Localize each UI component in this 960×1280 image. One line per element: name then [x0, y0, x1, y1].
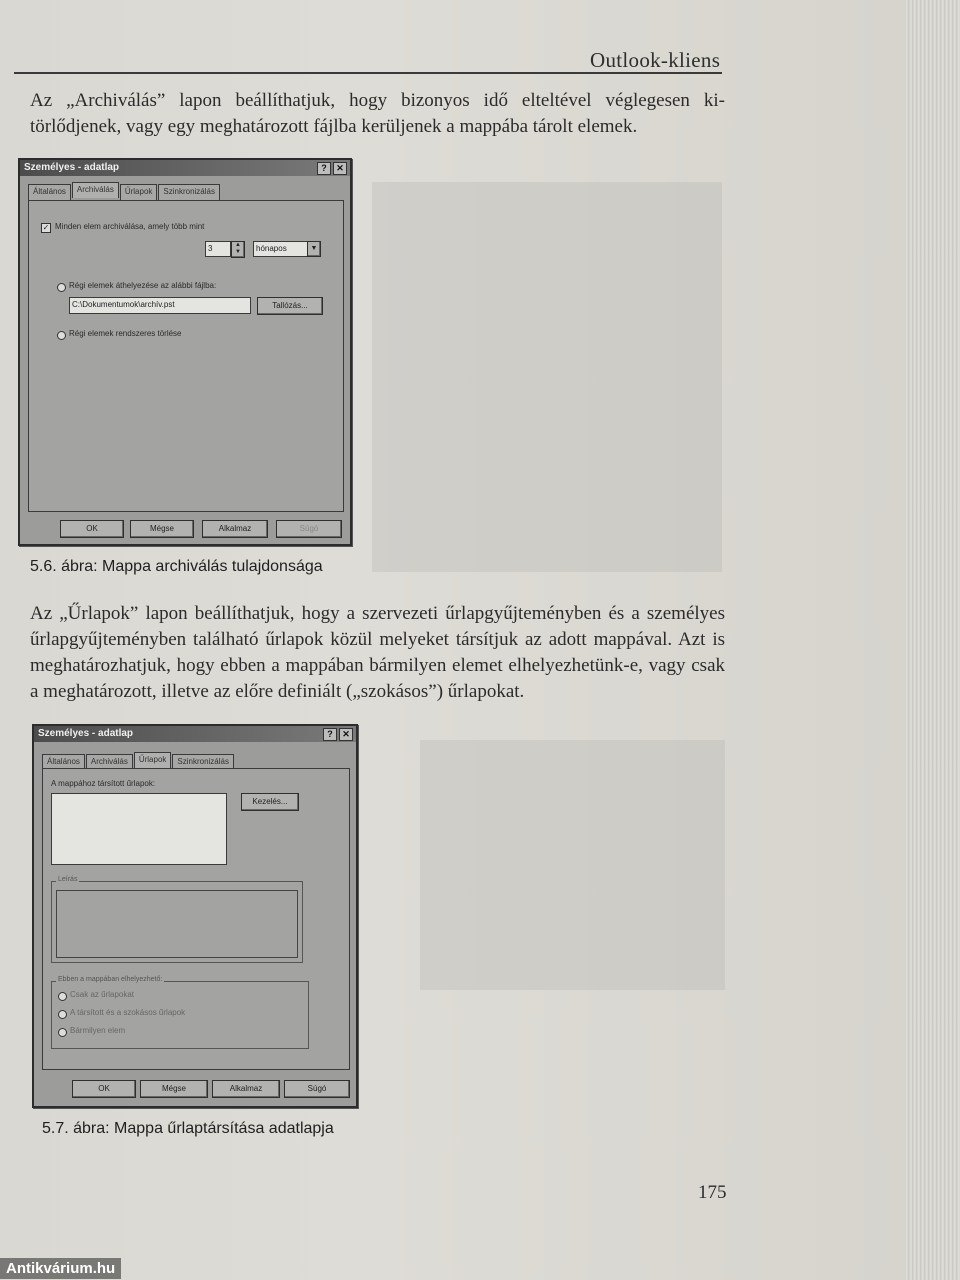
figure-caption-2: 5.7. ábra: Mappa űrlaptársítása adatlapja [42, 1120, 334, 1137]
allowed-items-group [51, 976, 309, 1049]
tab-forms[interactable]: Űrlapok [134, 752, 172, 768]
radio-associated-forms[interactable] [58, 1010, 67, 1019]
radio-delete-old-items[interactable] [57, 331, 66, 340]
archive-dialog-screenshot [18, 158, 352, 546]
cancel-button[interactable]: Mégse [130, 520, 194, 538]
running-header: Outlook-kliens [590, 48, 721, 72]
radio-delete-label: Régi elemek rendszeres törlése [69, 329, 182, 338]
paragraph-forms: Az „Űrlapok” lapon beállíthatjuk, hogy a szervezeti űrlapgyűjteményben és a személyes űrlapgyűjteményben található űrlapok közül melyeket társítjuk az adott mappával. Azt is meghatározhatjuk, hogy ebben a mappában bármilyen elemet elhelyezhetünk-e, vagy csak a meghatározott, illetve az előre definiált („szokásos”) űrlapokat. [30, 603, 725, 702]
description-group [51, 876, 303, 963]
close-icon[interactable]: ✕ [339, 728, 353, 741]
tab-general[interactable]: Általános [28, 184, 71, 200]
apply-button[interactable]: Alkalmaz [212, 1080, 280, 1098]
period-unit-select[interactable]: hónapos [253, 241, 311, 257]
dialog-titlebar [34, 726, 356, 742]
tab-sync[interactable]: Szinkronizálás [158, 184, 220, 200]
radio-move-old-items[interactable] [57, 283, 66, 292]
browse-button[interactable]: Tallózás... [257, 297, 323, 315]
radio-associated-forms-label: A társított és a szokásos űrlapok [70, 1008, 186, 1017]
archive-file-path-input[interactable]: C:\Dokumentumok\archív.pst [69, 297, 251, 314]
forms-dialog-screenshot [32, 724, 358, 1108]
dialog-titlebar [20, 160, 350, 176]
help-button[interactable]: Súgó [284, 1080, 350, 1098]
dialog-tabs [28, 184, 221, 200]
period-spinner[interactable]: ▲ ▼ [231, 241, 245, 258]
help-icon[interactable]: ? [317, 162, 331, 175]
tab-sync[interactable]: Szinkronizálás [172, 754, 234, 770]
tab-archive[interactable]: Archiválás [86, 754, 133, 770]
apply-button[interactable]: Alkalmaz [202, 520, 268, 538]
bleed-through-2 [420, 740, 725, 990]
figure-caption-1: 5.6. ábra: Mappa archiválás tulajdonsága [30, 558, 323, 575]
tab-general[interactable]: Általános [42, 754, 85, 770]
help-button[interactable]: Súgó [276, 520, 342, 538]
close-icon[interactable]: ✕ [333, 162, 347, 175]
chevron-down-icon[interactable]: ▼ [307, 241, 321, 257]
page-number: 175 [698, 1182, 727, 1203]
help-icon[interactable]: ? [323, 728, 337, 741]
ok-button[interactable]: OK [72, 1080, 136, 1098]
tab-archive[interactable]: Archiválás [72, 182, 119, 198]
archive-panel [28, 200, 344, 512]
cancel-button[interactable]: Mégse [140, 1080, 208, 1098]
paragraph-archive: Az „Archiválás” lapon beállíthatjuk, hogy bizonyos idő elteltével véglegesen ki-törlődjenek, vagy egy meghatározott fájlba kerüljenek a mappába tárolt elemek. [30, 90, 725, 137]
radio-only-forms[interactable] [58, 992, 67, 1001]
manage-button[interactable]: Kezelés... [241, 793, 299, 811]
allowed-items-label: Ebben a mappában elhelyezhető: [58, 976, 163, 983]
watermark: Antikvárium.hu [0, 1258, 121, 1279]
radio-any-item[interactable] [58, 1028, 67, 1037]
tab-forms[interactable]: Űrlapok [120, 184, 158, 200]
header-rule [14, 72, 722, 74]
forms-panel [42, 768, 350, 1070]
dialog-title: Személyes - adatlap [24, 162, 120, 173]
archive-checkbox[interactable]: ✓ [42, 223, 50, 232]
bleed-through-1 [372, 182, 722, 572]
ok-button[interactable]: OK [60, 520, 124, 538]
archive-checkbox-label: Minden elem archiválása, amely több mint [55, 222, 205, 231]
forms-listbox[interactable] [51, 793, 227, 865]
period-input[interactable]: 3 [205, 241, 231, 257]
description-label: Leírás [58, 876, 78, 883]
radio-any-item-label: Bármilyen elem [70, 1026, 126, 1035]
forms-list-label: A mappához társított űrlapok: [51, 779, 156, 788]
radio-move-label: Régi elemek áthelyezése az alábbi fájlba: [69, 281, 217, 290]
page-edges [905, 0, 960, 1280]
radio-only-forms-label: Csak az űrlapokat [70, 990, 135, 999]
description-box [56, 890, 298, 958]
dialog-title: Személyes - adatlap [38, 728, 134, 739]
